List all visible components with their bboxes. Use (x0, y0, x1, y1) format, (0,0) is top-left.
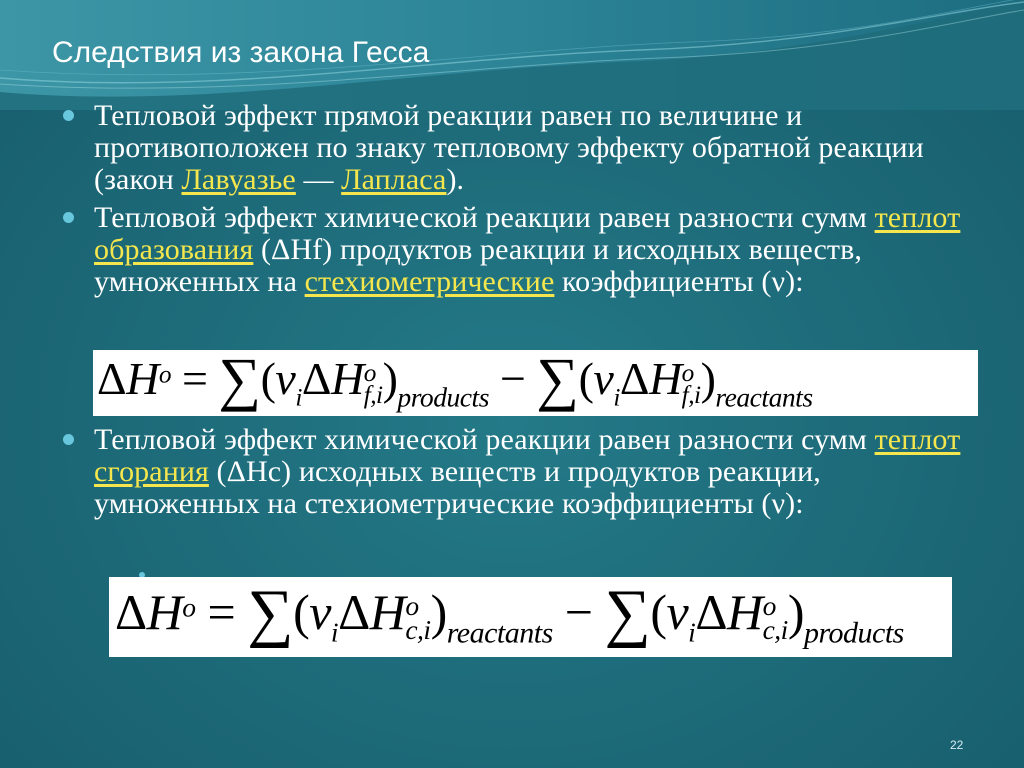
bullet-text: — (295, 163, 342, 196)
link-stoichiometric[interactable]: стехиометрические (304, 265, 555, 298)
bullet-text: Тепловой эффект химической реакции равен разности сумм (94, 201, 875, 234)
bullet-item (60, 202, 980, 298)
slide-title: Следствия из закона Гесса (52, 36, 430, 69)
formula-heat-of-combustion (109, 577, 952, 657)
link-heat-of-formation[interactable]: теплот образования (94, 201, 961, 266)
link-laplace[interactable]: Лапласа (341, 163, 447, 196)
bullet-text: (ΔHf) продуктов реакции и исходных веществ, умноженных на (94, 233, 862, 298)
formula-expression: $\Delta H^o = \sum(\nu_i\Delta H$ o c,i )$_{reactants} - \sum(\nu_i\Delta H$ o c,i )$_{products}$ (115, 577, 904, 650)
bullet-dot-icon (63, 110, 74, 121)
bullet-item (60, 424, 980, 520)
page-number: 22 (950, 738, 964, 752)
formula-expression: $\Delta H^o = \sum(\nu_i\Delta H$ o f,i )$_{products} - \sum(\nu_i\Delta H$ o f,i )$_{reactants}$ (97, 350, 813, 413)
formula-heat-of-formation (93, 350, 978, 416)
bullet-text: Тепловой эффект прямой реакции равен по величине и противоположен по знаку тепловому эффекту обратной реакции (закон (94, 99, 924, 196)
link-heat-of-combustion[interactable]: теплот сгорания (94, 423, 961, 488)
bullet-item (60, 100, 980, 196)
bullet-text: ). (446, 163, 465, 196)
bullet-text: Тепловой эффект химической реакции равен разности сумм (94, 423, 875, 456)
bullet-dot-icon (63, 212, 74, 223)
bullet-dot-icon (63, 434, 74, 445)
bullet-text: коэффициенты (ν): (554, 265, 804, 298)
bullet-text: (ΔHc) исходных веществ и продуктов реакции, умноженных на стехиометрические коэффициенты (ν): (94, 455, 821, 520)
link-lavoisier[interactable]: Лавуазье (181, 163, 296, 196)
content-area (60, 100, 980, 298)
content-area-lower (60, 418, 980, 520)
